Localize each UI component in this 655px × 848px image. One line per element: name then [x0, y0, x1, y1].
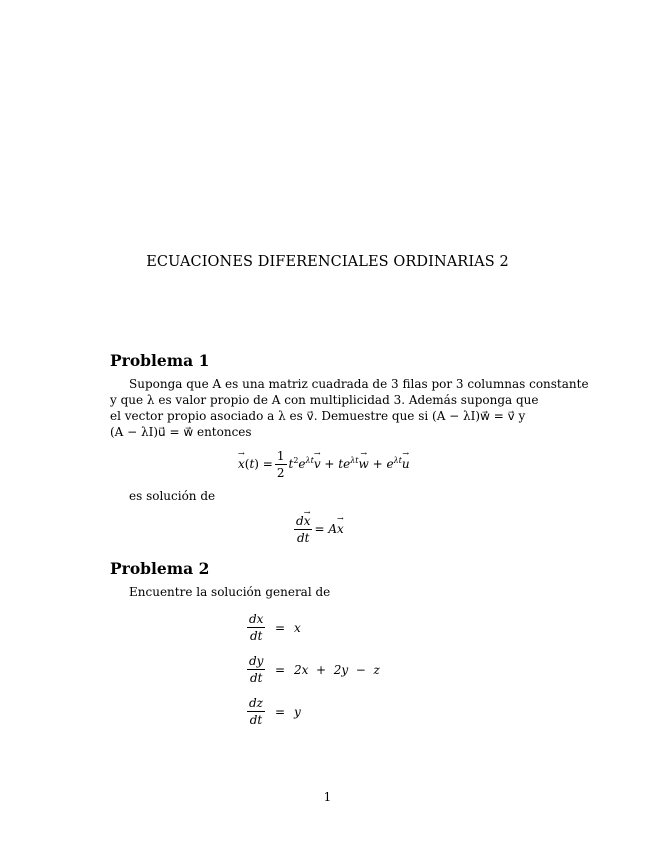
system-row-3-rhs: y [294, 704, 301, 719]
problem-2-intro-text: Encuentre la solución general de [129, 585, 331, 599]
system-row-1: $\frac{dx}{dt}$ = x [249, 612, 301, 643]
problem-1-text-line-1: Suponga que A es una matriz cuadrada de 3 filas por 3 columnas constante [129, 377, 589, 391]
problem-1-text-line-2: y que λ es valor propio de A con multiplicidad 3. Además suponga que [110, 393, 539, 407]
problem-1-text-line-4: (A − λI)u⃗ = w⃗ entonces [110, 425, 252, 439]
system-row-2-rhs: 2x + 2y − z [294, 662, 380, 677]
problem-1-equation-system: $\frac{d\to x}{dt}$ = A→ x [292, 513, 344, 545]
problem-1-connector-text: es solución de [129, 489, 216, 503]
system-row-2: $\frac{dy}{dt}$ = 2x + 2y − z [249, 654, 380, 685]
system-row-3: $\frac{dz}{dt}$ = y [249, 696, 301, 727]
system-row-1-rhs: x [294, 620, 301, 635]
problem-2-heading: Problema 2 [110, 559, 210, 578]
page-number: 1 [323, 790, 332, 804]
problem-1-text-line-3: el vector propio asociado a λ es v⃗. Demuestre que si (A − λI)w⃗ = v⃗ y [110, 409, 526, 423]
problem-1-equation-solution: → x(t) = $\frac{1}{2}$ $t^2e^{\lambda t}\to v + te^{\lambda t}\to w + e^{\lambda t}\to u$ [238, 449, 410, 479]
document-title: ECUACIONES DIFERENCIALES ORDINARIAS 2 [146, 254, 509, 270]
problem-1-heading: Problema 1 [110, 351, 210, 370]
